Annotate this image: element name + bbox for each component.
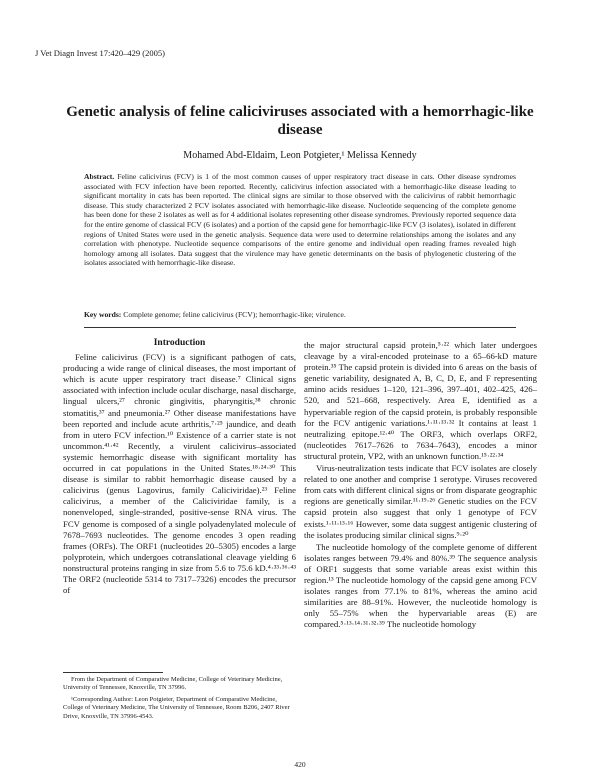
abstract-text: Feline calicivirus (FCV) is 1 of the most common causes of upper respiratory tract disease in cats. Other disease syndromes associated with FCV infection have been reported. Recently, calicivirus infection associated with a hemorrhagic-like disease leading to significant mortality in cats has been reported. The clinical signs are similar to those observed with the calicivirus of rabbit hemorrhagic disease. This study characterized 2 FCV isolates associated with hemorrhagic-like disease. Nucleotide sequencing of the complete genome has been done for these 2 isolates as well as for 4 additional isolates representing other disease syndromes. Previously reported sequence data for the entire genome of classical FCV (6 isolates) and a portion of the capsid gene for hemorrhagic-like FCV (3 isolates), isolated in different regions of United States were used in the genetic analysis. Sequence data were used to determine relationships among the isolates and any correlation with phenotype. Nucleotide sequence comparisons of the entire genome and individual open reading frames revealed high homology among all isolates. Data suggest that the virulence may have genetic determinants on the basis of phylogenetic clustering of the isolates associated with hemorrhagic-like disease. — [84, 172, 516, 268]
left-column — [63, 338, 296, 596]
keywords-text: Complete genome; feline calicivirus (FCV); hemorrhagic-like; virulence. — [123, 310, 346, 319]
journal-citation: J Vet Diagn Invest 17:420–429 (2005) — [35, 48, 165, 58]
abstract-label: Abstract. — [84, 172, 115, 181]
abstract — [84, 172, 516, 268]
intro-paragraph: Virus-neutralization tests indicate that FCV isolates are closely related to one another and comprise 1 serotype. Viruses recovered from cats with different clinical signs or from disparate geographic regions are genetically similar.¹¹·¹⁹·²⁶ Genetic studies on the FCV capsid protein also suggest that only 1 genotype of FCV exists.¹·¹¹·¹³·¹⁶ However, some data suggest antigenic clustering of the isolates producing similar clinical signs.⁹·²⁰ — [304, 463, 537, 540]
section-heading-introduction: Introduction — [153, 338, 206, 348]
intro-paragraph: The nucleotide homology of the complete genome of different isolates ranges between 79.4% and 80%.³⁹ The sequence analysis of ORF1 suggests that some variable areas exist within this region.¹³ The nucleotide homology of the capsid gene among FCV isolates ranges from 77.1% to 81%, whereas the amino acid similarities are 88–91%. However, the nucleotide homology is only 55–75% when the hypervariable areas (E) are compared.⁵·¹³·¹⁴·³¹·³²·³⁹ The nucleotide homology — [304, 541, 537, 630]
section-divider — [84, 327, 516, 328]
footnote-affiliation: From the Department of Comparative Medicine, College of Veterinary Medicine, University of Tennessee, Knoxville, TN 37996. — [63, 676, 283, 692]
intro-paragraph: Feline calicivirus (FCV) is a significant pathogen of cats, producing a wide range of clinical diseases, the most important of which is acute upper respiratory tract disease.⁷ Clinical signs associated with infection include ocular discharge, nasal discharge, lingual ulcers,²⁷ chronic gingivitis, pharyngitis,³⁸ chronic stomatitis,³⁷ and pneumonia.²⁷ Other disease manifestations have been reported and include acute arthritis,⁷·²⁵ jaundice, and death from in utero FCV infection.¹⁰ Existence of a carrier state is not uncommon.⁴¹·⁴² Recently, a virulent calicivirus–associated systemic hemorrhagic disease with significant mortality has occurred in cat populations in the United States.¹⁸·²⁴·³⁰ This disease is similar to rabbit hemorrhagic disease caused by a calicivirus (genus Lagovirus, family Caliciviridae).²³ Feline calicivirus, a member of the Caliciviridae family, is a nonenveloped, single-stranded, positive-sense RNA virus. The FCV genome is composed of a single polyadenylated molecule of 7678–7693 nucleotides. The genome encodes 3 open reading frames (ORFs). The ORF1 (nucleotides 20–5305) encodes a large polyprotein, which undergoes cotranslational cleavage yielding 6 nonstructural proteins ranging in size from 5.6 to 75.6 kD.⁴·³³·³⁶·⁴³ The ORF2 (nucleotide 5314 to 7317–7326) encodes the precursor of — [63, 352, 296, 596]
footnote-corresponding-author: ¹Corresponding Author: Leon Potgieter, Department of Comparative Medicine, College of Veterinary Medicine, The University of Tennessee, Room B206, 2407 River Drive, Knoxville, TN 37996-4543. — [63, 695, 290, 720]
author-list: Mohamed Abd-Eldaim, Leon Potgieter,¹ Melissa Kennedy — [183, 150, 417, 161]
page-number: 420 — [294, 760, 306, 769]
intro-paragraph: the major structural capsid protein,⁵·²² which later undergoes cleavage by a viral-encoded proteinase to a 65–66-kD mature protein.³⁵ The capsid protein is divided into 6 areas on the basis of genetic variability, designated A, B, C, D, E, and F representing amino acids residues 1–120, 121–396, 397–401, 402–425, 426–520, and 521–668, respectively. Area E, identified as a hypervariable region of the capsid protein, is probably responsible for the FCV antigenic variations.¹·¹¹·¹³·³² It contains at least 1 neutralizing epitope.¹²·⁴⁰ The ORF3, which overlaps ORF2, (nucleotides 7617–7626 to 7634–7643), encodes a minor structural protein, VP2, with an unknown function.¹⁵·²²·³⁴ — [304, 340, 537, 461]
right-column — [304, 340, 537, 630]
footnotes — [63, 676, 296, 724]
keywords — [84, 310, 516, 320]
keywords-label: Key words: — [84, 310, 122, 319]
footnote-divider — [63, 672, 163, 673]
article-title: Genetic analysis of feline caliciviruses associated with a hemorrhagic-like disease — [66, 104, 534, 138]
